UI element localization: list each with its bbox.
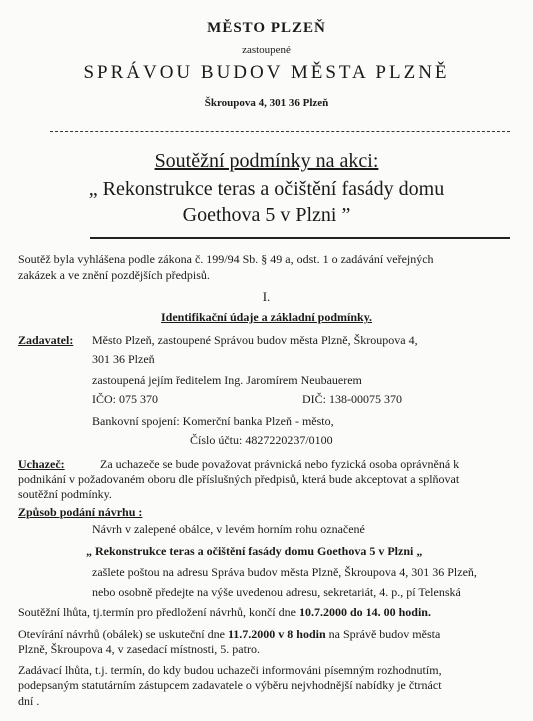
submission-line-3: zašlete poštou na adresu Správa budov města Plzně, Škroupova 4, 301 36 Plzeň,	[92, 565, 477, 579]
section-numeral: I.	[262, 289, 271, 304]
document-title: Soutěžní podmínky na akci:	[154, 150, 379, 172]
project-name-line1: „ Rekonstrukce teras a očištění fasády domu	[88, 178, 445, 200]
binding-period-line-3: dní .	[18, 694, 40, 708]
deadline-value: 10.7.2000 do 14. 00 hodin.	[298, 605, 431, 619]
title-divider	[90, 237, 510, 239]
section-heading: Identifikační údaje a základní podmínky.	[160, 310, 373, 324]
deadline-label: Soutěžní lhůta, tj.termín pro předložení návrhů, končí dne	[18, 605, 296, 619]
intro-line-1: Soutěž byla vyhlášena podle zákona č. 199/94 Sb. § 49 a, odst. 1 o zadávání veřejných	[18, 252, 434, 266]
binding-period-line-2: podepsaným statutárním zástupcem zadavatele o výběru nejvhodnější nabídky je čtrnáct	[18, 678, 442, 692]
contracting-authority-representative: zastoupená jejím ředitelem Ing. Jaromírem Neubauerem	[92, 373, 362, 387]
city-name: MĚSTO PLZEŇ	[207, 20, 326, 36]
submission-envelope-label: „ Rekonstrukce teras a očištění fasády domu Goethova 5 v Plzni „	[86, 544, 423, 558]
deadline-line	[18, 605, 431, 620]
bidder-line-1: Za uchazeče se bude považovat právnická nebo fyzická osoba oprávněná k	[100, 457, 460, 471]
binding-period-line-1: Zadávací lhůta, t.j. termín, do kdy budou uchazeči informováni písemným rozhodnutím,	[18, 663, 442, 677]
dic-field: DIČ: 138-00075 370	[302, 392, 402, 406]
bidder-line-2: podnikání v požadovaném oboru dle příslušných předpisů, která bude akceptovat a splňovat	[18, 472, 460, 486]
contracting-authority-label: Zadavatel:	[18, 333, 74, 347]
bidder-label: Uchazeč:	[18, 457, 65, 471]
intro-line-2: zakázek a ve znění pozdějších předpisů.	[18, 268, 210, 282]
authority-address: Škroupova 4, 301 36 Plzeň	[204, 97, 329, 109]
submission-line-4: nebo osobně předejte na výše uvedenou adresu, sekretariát, 4. p., pí Telenská	[92, 585, 461, 599]
submission-line-1: Návrh v zalepené obálce, v levém horním rohu označené	[92, 522, 365, 536]
contracting-authority-line-2: 301 36 Plzeň	[92, 352, 155, 366]
opening-place: na Správě budov města	[328, 627, 441, 641]
opening-line-2: Plzně, Škroupova 4, v zasedací místnosti, 5. patro.	[18, 642, 260, 656]
contracting-authority-line-1: Město Plzeň, zastoupené Správou budov města Plzně, Škroupova 4,	[92, 333, 418, 347]
bidder-line-3: soutěžní podmínky.	[18, 487, 112, 501]
submission-label: Způsob podání návrhu :	[18, 505, 143, 519]
account-number: Číslo účtu: 4827220237/0100	[190, 433, 333, 447]
ico-field: IČO: 075 370	[92, 392, 158, 406]
opening-line-1	[18, 627, 440, 642]
opening-date: 11.7.2000 v 8 hodin	[227, 627, 326, 641]
bank-connection: Bankovní spojení: Komerční banka Plzeň - město,	[92, 414, 334, 428]
project-name-line2: Goethova 5 v Plzni ”	[182, 204, 351, 226]
opening-label: Otevírání návrhů (obálek) se uskuteční dne	[18, 627, 225, 641]
authority-name: SPRÁVOU BUDOV MĚSTA PLZNĚ	[83, 62, 450, 83]
represented-label: zastoupené	[242, 44, 291, 56]
header-divider	[50, 131, 510, 132]
